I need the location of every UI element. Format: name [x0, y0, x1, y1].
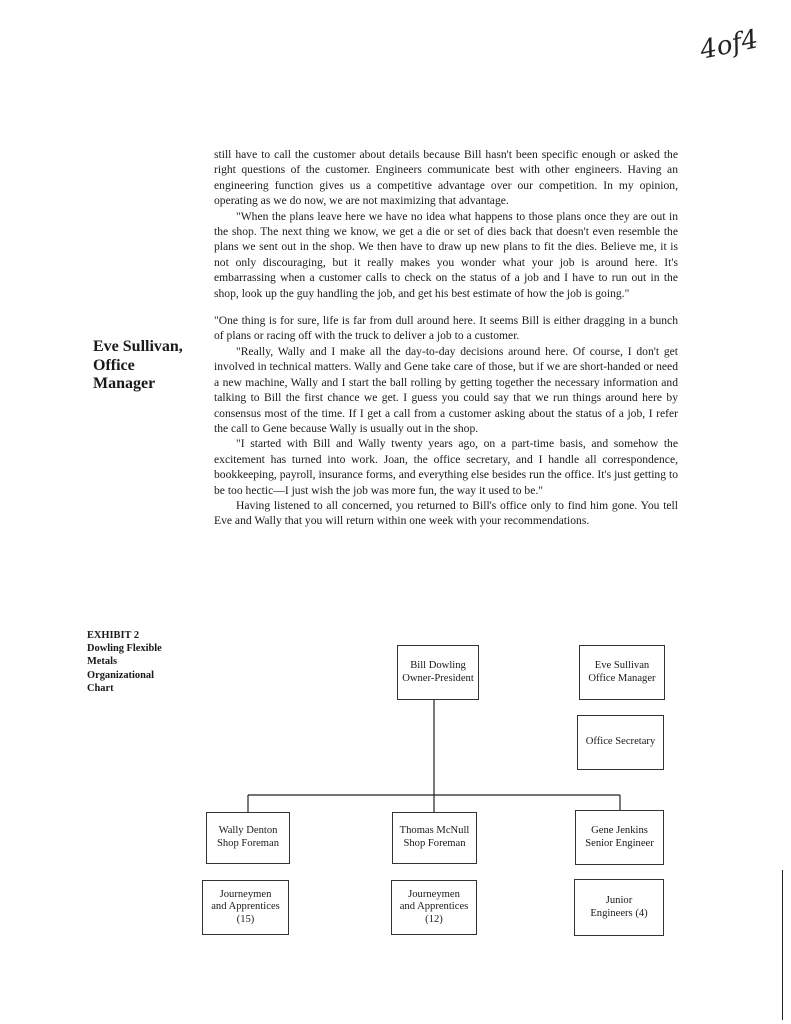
- org-box-name: Eve Sullivan: [594, 659, 650, 671]
- org-box-title: Office Manager: [588, 672, 656, 684]
- exhibit-title-line: Dowling Flexible: [87, 643, 162, 655]
- exhibit-title-line: Metals: [87, 656, 118, 668]
- exhibit-label: EXHIBIT 2: [87, 630, 140, 641]
- sidehead-line: Manager: [93, 375, 156, 392]
- org-box-line: and Apprentices: [399, 901, 469, 913]
- org-box-line: Journeymen: [219, 888, 272, 900]
- org-box-line: Engineers (4): [590, 907, 648, 919]
- org-box-line: Journeymen: [408, 888, 460, 900]
- page-edge-rule: [782, 870, 783, 1020]
- paragraph: "When the plans leave here we have no idea what happens to those plans once they are out in the shop. The next thing we know, we get a die or set of dies back that doesn't even resemble the plans we sent out in the shop. We then have to draw up new plans to fit the dies. Believe me, it is not only discouraging, but it really makes you wonder what your job is around here. It's embarrassing when a customer calls to check on the status of a job and I have to run out in the shop, look up the guy handling the job, and get his best estimate of how the job is going.": [214, 209, 678, 300]
- org-box-name: Thomas McNull: [399, 825, 470, 837]
- paragraph: "Really, Wally and I make all the day-to-day decisions around here. Of course, I don't get involved in technical matters. Wally and Gene take care of those, but if we are short-handed or need a new machine, Wally and I start the ball rolling by getting together the necessary information and talking to Bill the first chance we get. I guess you could say that we run things around here by consensus most of the time. If I get a call from a customer asking about the status of a job, I refer the call to Gene because Wally is usually out in the shop.: [214, 344, 678, 435]
- org-box-foreman-2: [392, 812, 477, 864]
- org-box-title: Senior Engineer: [585, 837, 654, 849]
- org-box-foreman-1: [206, 812, 290, 864]
- paragraph: Having listened to all concerned, you returned to Bill's office only to find him gone. You tell Eve and Wally that you will return within one week with your recommendations.: [214, 498, 678, 528]
- org-box-office-secretary: [577, 715, 664, 770]
- paragraph: still have to call the customer about details because Bill hasn't been specific enough or asked the right questions of the customer. Engineers communicate best with other engineers. Having an engineering function gives us a competitive advantage over our competition. In my opinion, operating as we do now, we are not maximizing that advantage.: [214, 148, 678, 208]
- org-box-owner: [397, 645, 479, 700]
- sidehead-line: Office: [93, 356, 135, 374]
- org-box-senior-engineer: [575, 810, 664, 865]
- org-box-title: Owner-President: [402, 672, 474, 684]
- org-box-title: Shop Foreman: [216, 838, 280, 849]
- exhibit-title-line: Organizational: [87, 669, 154, 681]
- org-box-title: Office Secretary: [585, 736, 656, 748]
- org-box-count: (12): [425, 913, 443, 925]
- org-box-junior-engineers: [574, 879, 664, 936]
- org-box-count: (15): [236, 913, 255, 925]
- org-box-crew-2: [391, 880, 477, 935]
- handwritten-page-marker: 4of4: [697, 24, 761, 66]
- org-box-title: Shop Foreman: [403, 838, 466, 849]
- exhibit-title-line: Chart: [87, 682, 114, 694]
- paragraph: "One thing is for sure, life is far from dull around here. It seems Bill is either dragging in a bunch of plans or racing off with the truck to deliver a job to a customer.: [214, 314, 678, 343]
- sidehead-line: Eve Sullivan,: [93, 338, 183, 355]
- org-box-name: Bill Dowling: [410, 659, 466, 671]
- org-box-office-manager: [579, 645, 665, 700]
- org-box-line: Junior: [605, 894, 633, 906]
- org-box-line: and Apprentices: [211, 901, 280, 913]
- org-box-name: Gene Jenkins: [591, 824, 648, 836]
- paragraph: "I started with Bill and Wally twenty years ago, on a part-time basis, and somehow the excitement has turned into work. Joan, the office secretary, and I handle all correspondence, bookkeeping, payroll, insurance forms, and everything else besides run the office. It's just getting to be too hectic—I just wish the job was more fun, the way it used to be.": [214, 437, 678, 497]
- org-box-crew-1: [202, 880, 289, 935]
- org-box-name: Wally Denton: [218, 825, 278, 837]
